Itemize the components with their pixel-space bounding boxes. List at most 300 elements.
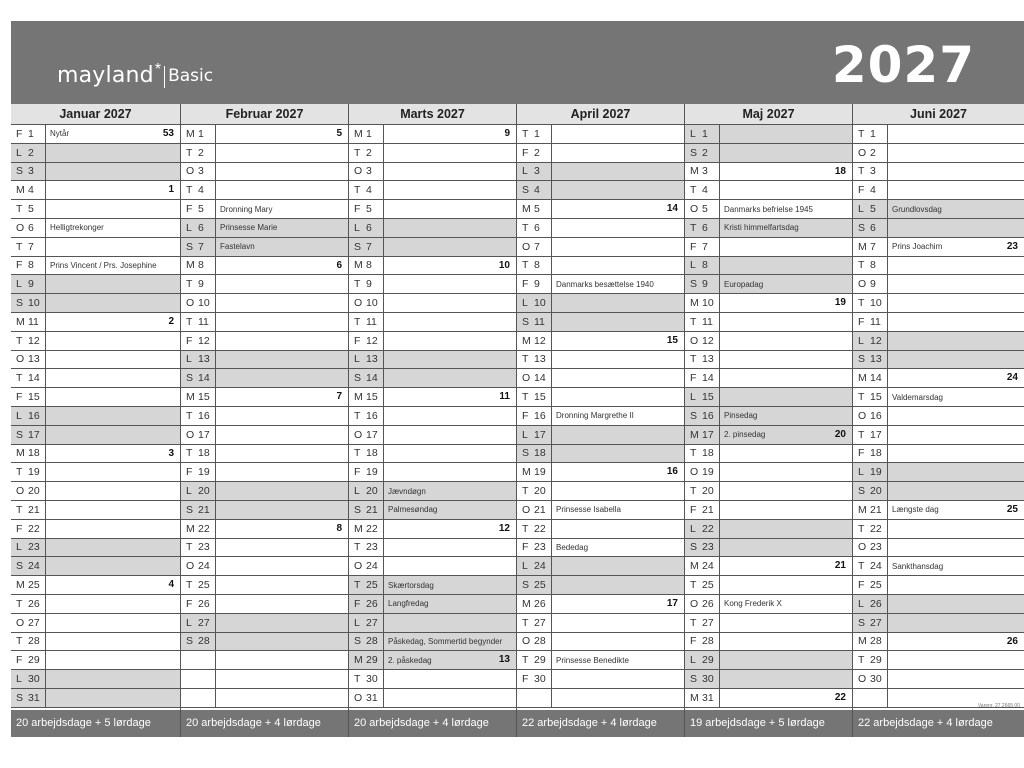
- day-note-cell[interactable]: [552, 463, 684, 481]
- day-note-cell[interactable]: [888, 163, 1024, 181]
- day-note-cell[interactable]: [46, 125, 180, 143]
- day-note-cell[interactable]: [888, 557, 1024, 575]
- day-row[interactable]: [11, 294, 180, 313]
- day-row[interactable]: [517, 445, 684, 464]
- day-note-cell[interactable]: [384, 557, 516, 575]
- day-row[interactable]: [349, 445, 516, 464]
- day-note-cell[interactable]: [216, 163, 348, 181]
- day-row[interactable]: [685, 501, 852, 520]
- day-note-cell[interactable]: [384, 463, 516, 481]
- day-note-cell[interactable]: [216, 520, 348, 538]
- day-row[interactable]: [349, 520, 516, 539]
- day-row[interactable]: [685, 181, 852, 200]
- day-note-cell[interactable]: [384, 520, 516, 538]
- day-note-cell[interactable]: [552, 388, 684, 406]
- day-row[interactable]: [181, 144, 348, 163]
- day-row[interactable]: [853, 614, 1024, 633]
- day-note-cell[interactable]: [720, 144, 852, 162]
- day-row[interactable]: [11, 576, 180, 595]
- day-note-cell[interactable]: [552, 163, 684, 181]
- day-note-cell[interactable]: [216, 200, 348, 218]
- day-row[interactable]: [685, 463, 852, 482]
- day-row[interactable]: [349, 369, 516, 388]
- day-note-cell[interactable]: [720, 351, 852, 369]
- day-note-cell[interactable]: [552, 651, 684, 669]
- day-row[interactable]: [349, 144, 516, 163]
- day-row[interactable]: [853, 369, 1024, 388]
- day-row[interactable]: [181, 463, 348, 482]
- day-note-cell[interactable]: [888, 614, 1024, 632]
- day-note-cell[interactable]: [216, 501, 348, 519]
- day-note-cell[interactable]: [46, 294, 180, 312]
- day-note-cell[interactable]: [46, 181, 180, 199]
- day-row[interactable]: [685, 275, 852, 294]
- day-note-cell[interactable]: [216, 257, 348, 275]
- day-row[interactable]: [853, 238, 1024, 257]
- day-note-cell[interactable]: [720, 557, 852, 575]
- day-note-cell[interactable]: [888, 482, 1024, 500]
- day-note-cell[interactable]: [720, 426, 852, 444]
- day-row[interactable]: [853, 482, 1024, 501]
- day-row[interactable]: [517, 332, 684, 351]
- day-row[interactable]: [685, 257, 852, 276]
- day-row[interactable]: [685, 369, 852, 388]
- day-note-cell[interactable]: [46, 463, 180, 481]
- day-row[interactable]: [11, 332, 180, 351]
- day-row[interactable]: [349, 426, 516, 445]
- day-note-cell[interactable]: [552, 595, 684, 613]
- day-row[interactable]: [181, 595, 348, 614]
- day-row[interactable]: [349, 614, 516, 633]
- day-row[interactable]: [349, 633, 516, 652]
- day-row[interactable]: [11, 257, 180, 276]
- day-row[interactable]: [181, 200, 348, 219]
- day-note-cell[interactable]: [552, 313, 684, 331]
- day-row[interactable]: [685, 200, 852, 219]
- day-note-cell[interactable]: [46, 595, 180, 613]
- day-note-cell[interactable]: [720, 670, 852, 688]
- day-note-cell[interactable]: [888, 651, 1024, 669]
- day-row[interactable]: [349, 163, 516, 182]
- day-note-cell[interactable]: [46, 501, 180, 519]
- day-row[interactable]: [517, 463, 684, 482]
- day-row[interactable]: [181, 351, 348, 370]
- day-row[interactable]: [181, 388, 348, 407]
- day-note-cell[interactable]: [888, 125, 1024, 143]
- day-note-cell[interactable]: [216, 144, 348, 162]
- day-note-cell[interactable]: [552, 482, 684, 500]
- day-note-cell[interactable]: [46, 219, 180, 237]
- day-note-cell[interactable]: [384, 651, 516, 669]
- day-row[interactable]: [853, 163, 1024, 182]
- day-note-cell[interactable]: [720, 181, 852, 199]
- day-row[interactable]: [349, 651, 516, 670]
- day-row[interactable]: [349, 238, 516, 257]
- day-row[interactable]: [11, 125, 180, 144]
- day-note-cell[interactable]: [888, 445, 1024, 463]
- day-note-cell[interactable]: [720, 163, 852, 181]
- day-row[interactable]: [181, 520, 348, 539]
- day-row[interactable]: [11, 181, 180, 200]
- day-row[interactable]: [349, 219, 516, 238]
- day-row[interactable]: [853, 144, 1024, 163]
- day-note-cell[interactable]: [720, 257, 852, 275]
- day-row[interactable]: [685, 125, 852, 144]
- day-row[interactable]: [181, 369, 348, 388]
- day-note-cell[interactable]: [720, 520, 852, 538]
- day-note-cell[interactable]: [216, 482, 348, 500]
- day-note-cell[interactable]: [552, 294, 684, 312]
- day-row[interactable]: [517, 651, 684, 670]
- day-note-cell[interactable]: [216, 332, 348, 350]
- day-row[interactable]: [853, 539, 1024, 558]
- day-note-cell[interactable]: [384, 482, 516, 500]
- day-note-cell[interactable]: [552, 181, 684, 199]
- day-note-cell[interactable]: [552, 445, 684, 463]
- day-note-cell[interactable]: [552, 144, 684, 162]
- day-row[interactable]: [517, 670, 684, 689]
- day-row[interactable]: [517, 294, 684, 313]
- day-row[interactable]: [349, 275, 516, 294]
- day-row[interactable]: [517, 388, 684, 407]
- day-row[interactable]: [11, 670, 180, 689]
- day-note-cell[interactable]: [384, 539, 516, 557]
- day-row[interactable]: [11, 633, 180, 652]
- day-note-cell[interactable]: [888, 407, 1024, 425]
- day-note-cell[interactable]: [46, 351, 180, 369]
- day-row[interactable]: [349, 557, 516, 576]
- day-note-cell[interactable]: [384, 576, 516, 594]
- day-row[interactable]: [11, 614, 180, 633]
- day-row[interactable]: [685, 689, 852, 708]
- day-row[interactable]: [853, 651, 1024, 670]
- day-row[interactable]: [11, 219, 180, 238]
- day-row[interactable]: [517, 257, 684, 276]
- day-note-cell[interactable]: [552, 275, 684, 293]
- day-row[interactable]: [517, 614, 684, 633]
- day-row[interactable]: [349, 539, 516, 558]
- day-row[interactable]: [11, 463, 180, 482]
- day-note-cell[interactable]: [46, 238, 180, 256]
- day-row[interactable]: [181, 407, 348, 426]
- day-note-cell[interactable]: [888, 595, 1024, 613]
- day-row[interactable]: [349, 501, 516, 520]
- day-note-cell[interactable]: [384, 670, 516, 688]
- day-note-cell[interactable]: [720, 689, 852, 707]
- day-row[interactable]: [517, 163, 684, 182]
- day-note-cell[interactable]: [720, 407, 852, 425]
- day-note-cell[interactable]: [888, 294, 1024, 312]
- day-row[interactable]: [853, 275, 1024, 294]
- day-note-cell[interactable]: [216, 125, 348, 143]
- day-note-cell[interactable]: [216, 445, 348, 463]
- day-row[interactable]: [349, 595, 516, 614]
- day-row[interactable]: [517, 482, 684, 501]
- day-note-cell[interactable]: [216, 275, 348, 293]
- day-row[interactable]: [349, 257, 516, 276]
- day-note-cell[interactable]: [888, 369, 1024, 387]
- day-note-cell[interactable]: [46, 651, 180, 669]
- day-note-cell[interactable]: [46, 369, 180, 387]
- day-row[interactable]: [181, 633, 348, 652]
- day-note-cell[interactable]: [384, 294, 516, 312]
- day-row[interactable]: [181, 238, 348, 257]
- day-row[interactable]: [685, 520, 852, 539]
- day-note-cell[interactable]: [46, 557, 180, 575]
- day-note-cell[interactable]: [216, 407, 348, 425]
- day-row[interactable]: [517, 144, 684, 163]
- day-note-cell[interactable]: [552, 501, 684, 519]
- day-note-cell[interactable]: [46, 614, 180, 632]
- day-row[interactable]: [853, 426, 1024, 445]
- day-note-cell[interactable]: [46, 313, 180, 331]
- day-row[interactable]: [11, 200, 180, 219]
- day-note-cell[interactable]: [216, 313, 348, 331]
- day-row[interactable]: [349, 482, 516, 501]
- day-row[interactable]: [11, 520, 180, 539]
- day-note-cell[interactable]: [552, 520, 684, 538]
- day-row[interactable]: [181, 557, 348, 576]
- day-note-cell[interactable]: [552, 238, 684, 256]
- day-note-cell[interactable]: [46, 445, 180, 463]
- day-note-cell[interactable]: [46, 482, 180, 500]
- day-note-cell[interactable]: [888, 275, 1024, 293]
- day-note-cell[interactable]: [720, 200, 852, 218]
- day-row[interactable]: [181, 426, 348, 445]
- day-note-cell[interactable]: [888, 388, 1024, 406]
- day-row[interactable]: [685, 294, 852, 313]
- day-note-cell[interactable]: [46, 144, 180, 162]
- day-note-cell[interactable]: [888, 257, 1024, 275]
- day-row[interactable]: [685, 351, 852, 370]
- day-note-cell[interactable]: [384, 595, 516, 613]
- day-row[interactable]: [349, 294, 516, 313]
- day-row[interactable]: [517, 407, 684, 426]
- day-note-cell[interactable]: [888, 351, 1024, 369]
- day-row[interactable]: [517, 351, 684, 370]
- day-row[interactable]: [685, 144, 852, 163]
- day-row[interactable]: [11, 426, 180, 445]
- day-row[interactable]: [853, 332, 1024, 351]
- day-row[interactable]: [181, 501, 348, 520]
- day-row[interactable]: [517, 219, 684, 238]
- day-row[interactable]: [685, 426, 852, 445]
- day-row[interactable]: [11, 369, 180, 388]
- day-note-cell[interactable]: [216, 219, 348, 237]
- day-row[interactable]: [11, 651, 180, 670]
- day-row[interactable]: [853, 388, 1024, 407]
- day-row[interactable]: [517, 501, 684, 520]
- day-row[interactable]: [685, 163, 852, 182]
- day-row[interactable]: [685, 539, 852, 558]
- day-note-cell[interactable]: [720, 576, 852, 594]
- day-row[interactable]: [853, 219, 1024, 238]
- day-row[interactable]: [853, 633, 1024, 652]
- day-row[interactable]: [181, 576, 348, 595]
- day-note-cell[interactable]: [46, 689, 180, 707]
- day-row[interactable]: [181, 539, 348, 558]
- day-row[interactable]: [181, 482, 348, 501]
- day-row[interactable]: [517, 520, 684, 539]
- day-note-cell[interactable]: [46, 388, 180, 406]
- day-row[interactable]: [181, 332, 348, 351]
- day-row[interactable]: [853, 257, 1024, 276]
- day-note-cell[interactable]: [888, 219, 1024, 237]
- day-note-cell[interactable]: [552, 539, 684, 557]
- day-row[interactable]: [517, 275, 684, 294]
- day-row[interactable]: [181, 313, 348, 332]
- day-row[interactable]: [685, 313, 852, 332]
- day-row[interactable]: [11, 445, 180, 464]
- day-note-cell[interactable]: [720, 595, 852, 613]
- day-row[interactable]: [349, 388, 516, 407]
- day-row[interactable]: [11, 275, 180, 294]
- day-row[interactable]: [853, 445, 1024, 464]
- day-note-cell[interactable]: [384, 633, 516, 651]
- day-row[interactable]: [517, 369, 684, 388]
- day-note-cell[interactable]: [720, 633, 852, 651]
- day-note-cell[interactable]: [552, 576, 684, 594]
- day-row[interactable]: [853, 595, 1024, 614]
- day-note-cell[interactable]: [888, 144, 1024, 162]
- day-row[interactable]: [685, 482, 852, 501]
- day-row[interactable]: [11, 388, 180, 407]
- day-row[interactable]: [11, 163, 180, 182]
- day-row[interactable]: [685, 332, 852, 351]
- day-note-cell[interactable]: [46, 520, 180, 538]
- day-note-cell[interactable]: [720, 369, 852, 387]
- day-note-cell[interactable]: [216, 576, 348, 594]
- day-row[interactable]: [349, 670, 516, 689]
- day-note-cell[interactable]: [384, 501, 516, 519]
- day-row[interactable]: [349, 332, 516, 351]
- day-row[interactable]: [685, 614, 852, 633]
- day-note-cell[interactable]: [384, 144, 516, 162]
- day-note-cell[interactable]: [216, 463, 348, 481]
- day-row[interactable]: [11, 501, 180, 520]
- day-note-cell[interactable]: [46, 163, 180, 181]
- day-note-cell[interactable]: [552, 369, 684, 387]
- day-row[interactable]: [517, 633, 684, 652]
- day-note-cell[interactable]: [384, 181, 516, 199]
- day-note-cell[interactable]: [384, 689, 516, 707]
- day-note-cell[interactable]: [552, 125, 684, 143]
- day-row[interactable]: [685, 651, 852, 670]
- day-row[interactable]: [349, 689, 516, 708]
- day-note-cell[interactable]: [552, 670, 684, 688]
- day-note-cell[interactable]: [384, 426, 516, 444]
- day-row[interactable]: [853, 294, 1024, 313]
- day-note-cell[interactable]: [384, 351, 516, 369]
- day-row[interactable]: [11, 351, 180, 370]
- day-row[interactable]: [685, 238, 852, 257]
- day-note-cell[interactable]: [384, 219, 516, 237]
- day-note-cell[interactable]: [888, 463, 1024, 481]
- day-row[interactable]: [11, 689, 180, 708]
- day-row[interactable]: [181, 294, 348, 313]
- day-note-cell[interactable]: [888, 576, 1024, 594]
- day-note-cell[interactable]: [720, 294, 852, 312]
- day-note-cell[interactable]: [216, 557, 348, 575]
- day-note-cell[interactable]: [888, 426, 1024, 444]
- day-note-cell[interactable]: [552, 219, 684, 237]
- day-row[interactable]: [11, 238, 180, 257]
- day-note-cell[interactable]: [216, 595, 348, 613]
- day-note-cell[interactable]: [384, 407, 516, 425]
- day-row[interactable]: [349, 351, 516, 370]
- day-row[interactable]: [685, 407, 852, 426]
- day-note-cell[interactable]: [384, 275, 516, 293]
- day-note-cell[interactable]: [888, 181, 1024, 199]
- day-row[interactable]: [11, 539, 180, 558]
- day-row[interactable]: [853, 520, 1024, 539]
- day-note-cell[interactable]: [216, 238, 348, 256]
- day-row[interactable]: [11, 557, 180, 576]
- day-note-cell[interactable]: [46, 426, 180, 444]
- day-row[interactable]: [853, 351, 1024, 370]
- day-note-cell[interactable]: [552, 426, 684, 444]
- day-row[interactable]: [853, 125, 1024, 144]
- day-row[interactable]: [181, 257, 348, 276]
- day-note-cell[interactable]: [552, 200, 684, 218]
- day-note-cell[interactable]: [720, 501, 852, 519]
- day-row[interactable]: [349, 181, 516, 200]
- day-note-cell[interactable]: [720, 332, 852, 350]
- day-note-cell[interactable]: [552, 557, 684, 575]
- day-note-cell[interactable]: [720, 388, 852, 406]
- day-note-cell[interactable]: [552, 407, 684, 425]
- day-note-cell[interactable]: [384, 445, 516, 463]
- day-note-cell[interactable]: [216, 181, 348, 199]
- day-note-cell[interactable]: [552, 351, 684, 369]
- day-row[interactable]: [181, 163, 348, 182]
- day-row[interactable]: [853, 181, 1024, 200]
- day-note-cell[interactable]: [720, 275, 852, 293]
- day-note-cell[interactable]: [384, 313, 516, 331]
- day-note-cell[interactable]: [46, 332, 180, 350]
- day-note-cell[interactable]: [552, 257, 684, 275]
- day-note-cell[interactable]: [46, 257, 180, 275]
- day-note-cell[interactable]: [46, 576, 180, 594]
- day-note-cell[interactable]: [384, 238, 516, 256]
- day-row[interactable]: [517, 238, 684, 257]
- day-note-cell[interactable]: [384, 163, 516, 181]
- day-row[interactable]: [349, 407, 516, 426]
- day-note-cell[interactable]: [216, 614, 348, 632]
- day-note-cell[interactable]: [720, 219, 852, 237]
- day-note-cell[interactable]: [888, 520, 1024, 538]
- day-note-cell[interactable]: [720, 614, 852, 632]
- day-note-cell[interactable]: [888, 332, 1024, 350]
- day-note-cell[interactable]: [46, 539, 180, 557]
- day-row[interactable]: [11, 144, 180, 163]
- day-note-cell[interactable]: [720, 482, 852, 500]
- day-row[interactable]: [517, 539, 684, 558]
- day-row[interactable]: [349, 200, 516, 219]
- day-row[interactable]: [517, 181, 684, 200]
- day-row[interactable]: [181, 445, 348, 464]
- day-row[interactable]: [11, 313, 180, 332]
- day-note-cell[interactable]: [216, 369, 348, 387]
- day-row[interactable]: [11, 482, 180, 501]
- day-note-cell[interactable]: [384, 332, 516, 350]
- day-row[interactable]: [685, 219, 852, 238]
- day-note-cell[interactable]: [888, 313, 1024, 331]
- day-row[interactable]: [181, 614, 348, 633]
- day-row[interactable]: [685, 388, 852, 407]
- day-note-cell[interactable]: [216, 351, 348, 369]
- day-note-cell[interactable]: [46, 407, 180, 425]
